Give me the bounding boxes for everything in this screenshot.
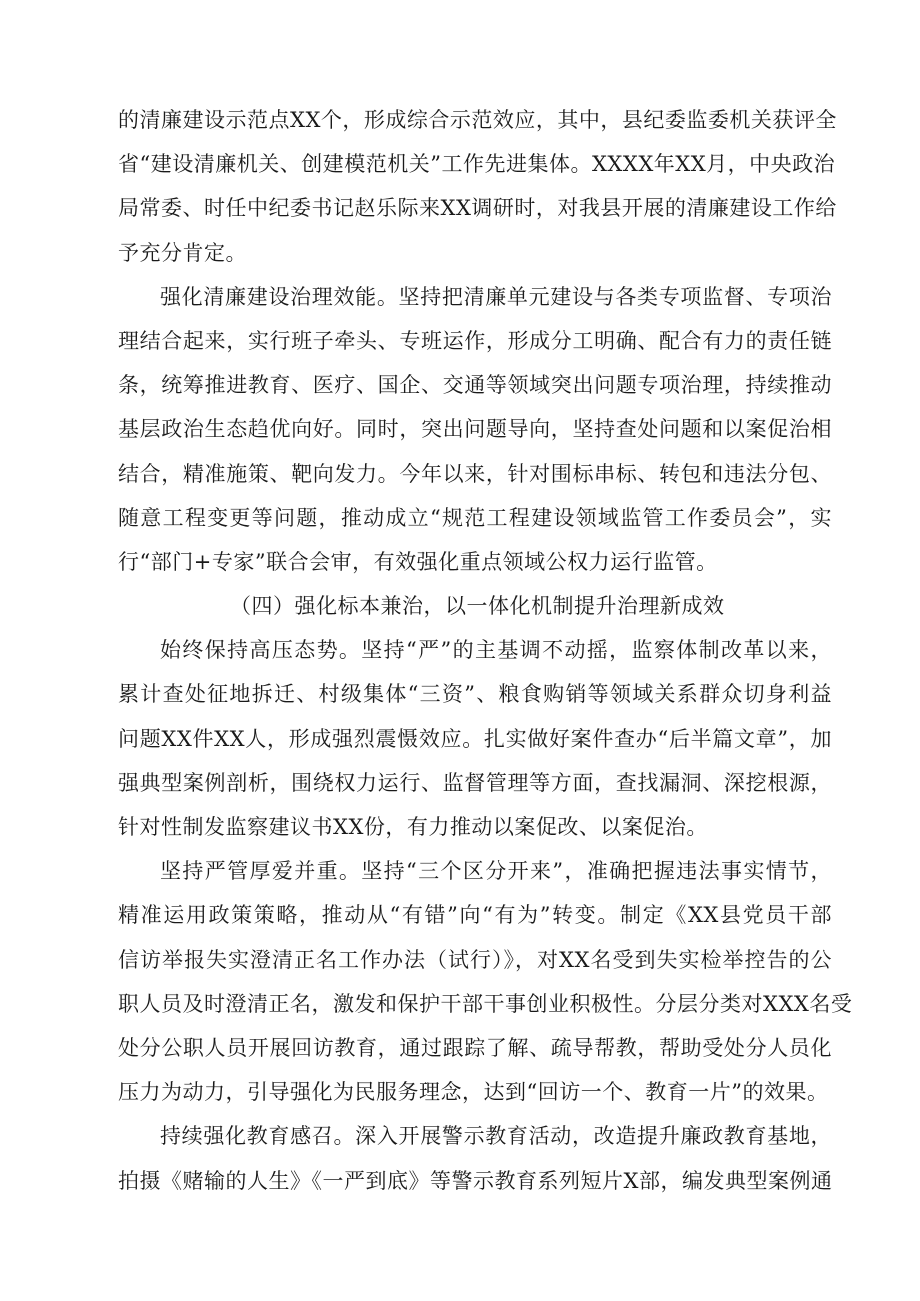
paragraph-line: 随意工程变更等问题，推动成立“规范工程建设领域监管工作委员会”，实 <box>118 505 832 530</box>
paragraph-line: 针对性制发监察建议书XX份，有力推动以案促改、以案促治。 <box>118 815 708 839</box>
paragraph-line: 省“建设清廉机关、创建模范机关”工作先进集体。XXXX年XX月，中央政治 <box>118 152 836 177</box>
document-body <box>118 98 853 1203</box>
paragraph-line: 理结合起来，实行班子牵头、专班运作，形成分工明确、配合有力的责任链 <box>118 328 832 353</box>
paragraph <box>118 275 832 584</box>
paragraph-line: 持续强化教育感召。深入开展警示教育活动，改造提升廉政教育基地， <box>160 1124 832 1149</box>
paragraph-line: 结合，精准施策、靶向发力。今年以来，针对围标串标、转包和违法分包、 <box>118 461 832 486</box>
paragraph-line: 行“部门+专家”联合会审，有效强化重点领域公权力运行监管。 <box>118 549 718 574</box>
paragraph <box>118 1114 832 1202</box>
paragraph-line: 始终保持高压态势。坚持“严”的主基调不动摇，监察体制改革以来， <box>160 638 832 663</box>
paragraph-line: 强典型案例剖析，围绕权力运行、监督管理等方面，查找漏洞、深挖根源， <box>118 770 832 795</box>
paragraph-line: 坚持严管厚爱并重。坚持“三个区分开来”，准确把握违法事实情节， <box>160 859 832 884</box>
paragraph <box>118 628 832 849</box>
paragraph-line: 强化清廉建设治理效能。坚持把清廉单元建设与各类专项监督、专项治 <box>160 284 832 309</box>
paragraph <box>118 98 837 275</box>
paragraph-line: 拍摄《赌输的人生》《一严到底》等警示教育系列短片X部，编发典型案例通 <box>118 1168 833 1193</box>
paragraph-line: 条，统筹推进教育、医疗、国企、交通等领域突出问题专项治理，持续推动 <box>118 373 832 398</box>
paragraph-line: 基层政治生态趋优向好。同时，突出问题导向，坚持查处问题和以案促治相 <box>118 417 832 442</box>
paragraph-line: 予充分肯定。 <box>118 240 247 265</box>
paragraph-line: 压力为动力，引导强化为民服务理念，达到“回访一个、教育一片”的效果。 <box>118 1080 829 1105</box>
paragraph-line: 职人员及时澄清正名，激发和保护干部干事创业积极性。分层分类对XXX名受 <box>118 991 853 1016</box>
paragraph-line: 累计查处征地拆迁、村级集体“三资”、粮食购销等领域关系群众切身利益 <box>118 682 832 707</box>
paragraph-line: 处分公职人员开展回访教育，通过跟踪了解、疏导帮教，帮助受处分人员化 <box>118 1035 832 1060</box>
paragraph <box>118 849 853 1114</box>
paragraph-line: 局常委、时任中纪委书记赵乐际来XX调研时，对我县开展的清廉建设工作给 <box>118 196 837 221</box>
paragraph-line: 信访举报失实澄清正名工作办法（试行）》，对XX名受到失实检举控告的公 <box>118 947 832 972</box>
paragraph-line: 的清廉建设示范点XX个，形成综合示范效应，其中，县纪委监委机关获评全 <box>118 108 837 132</box>
paragraph-line: 问题XX件XX人，形成强烈震慑效应。扎实做好案件查办“后半篇文章”，加 <box>118 726 832 751</box>
section-heading: （四）强化标本兼治，以一体化机制提升治理新成效 <box>230 594 725 619</box>
paragraph-line: 精准运用政策策略，推动从“有错”向“有为”转变。制定《XX县党员干部 <box>118 903 832 928</box>
